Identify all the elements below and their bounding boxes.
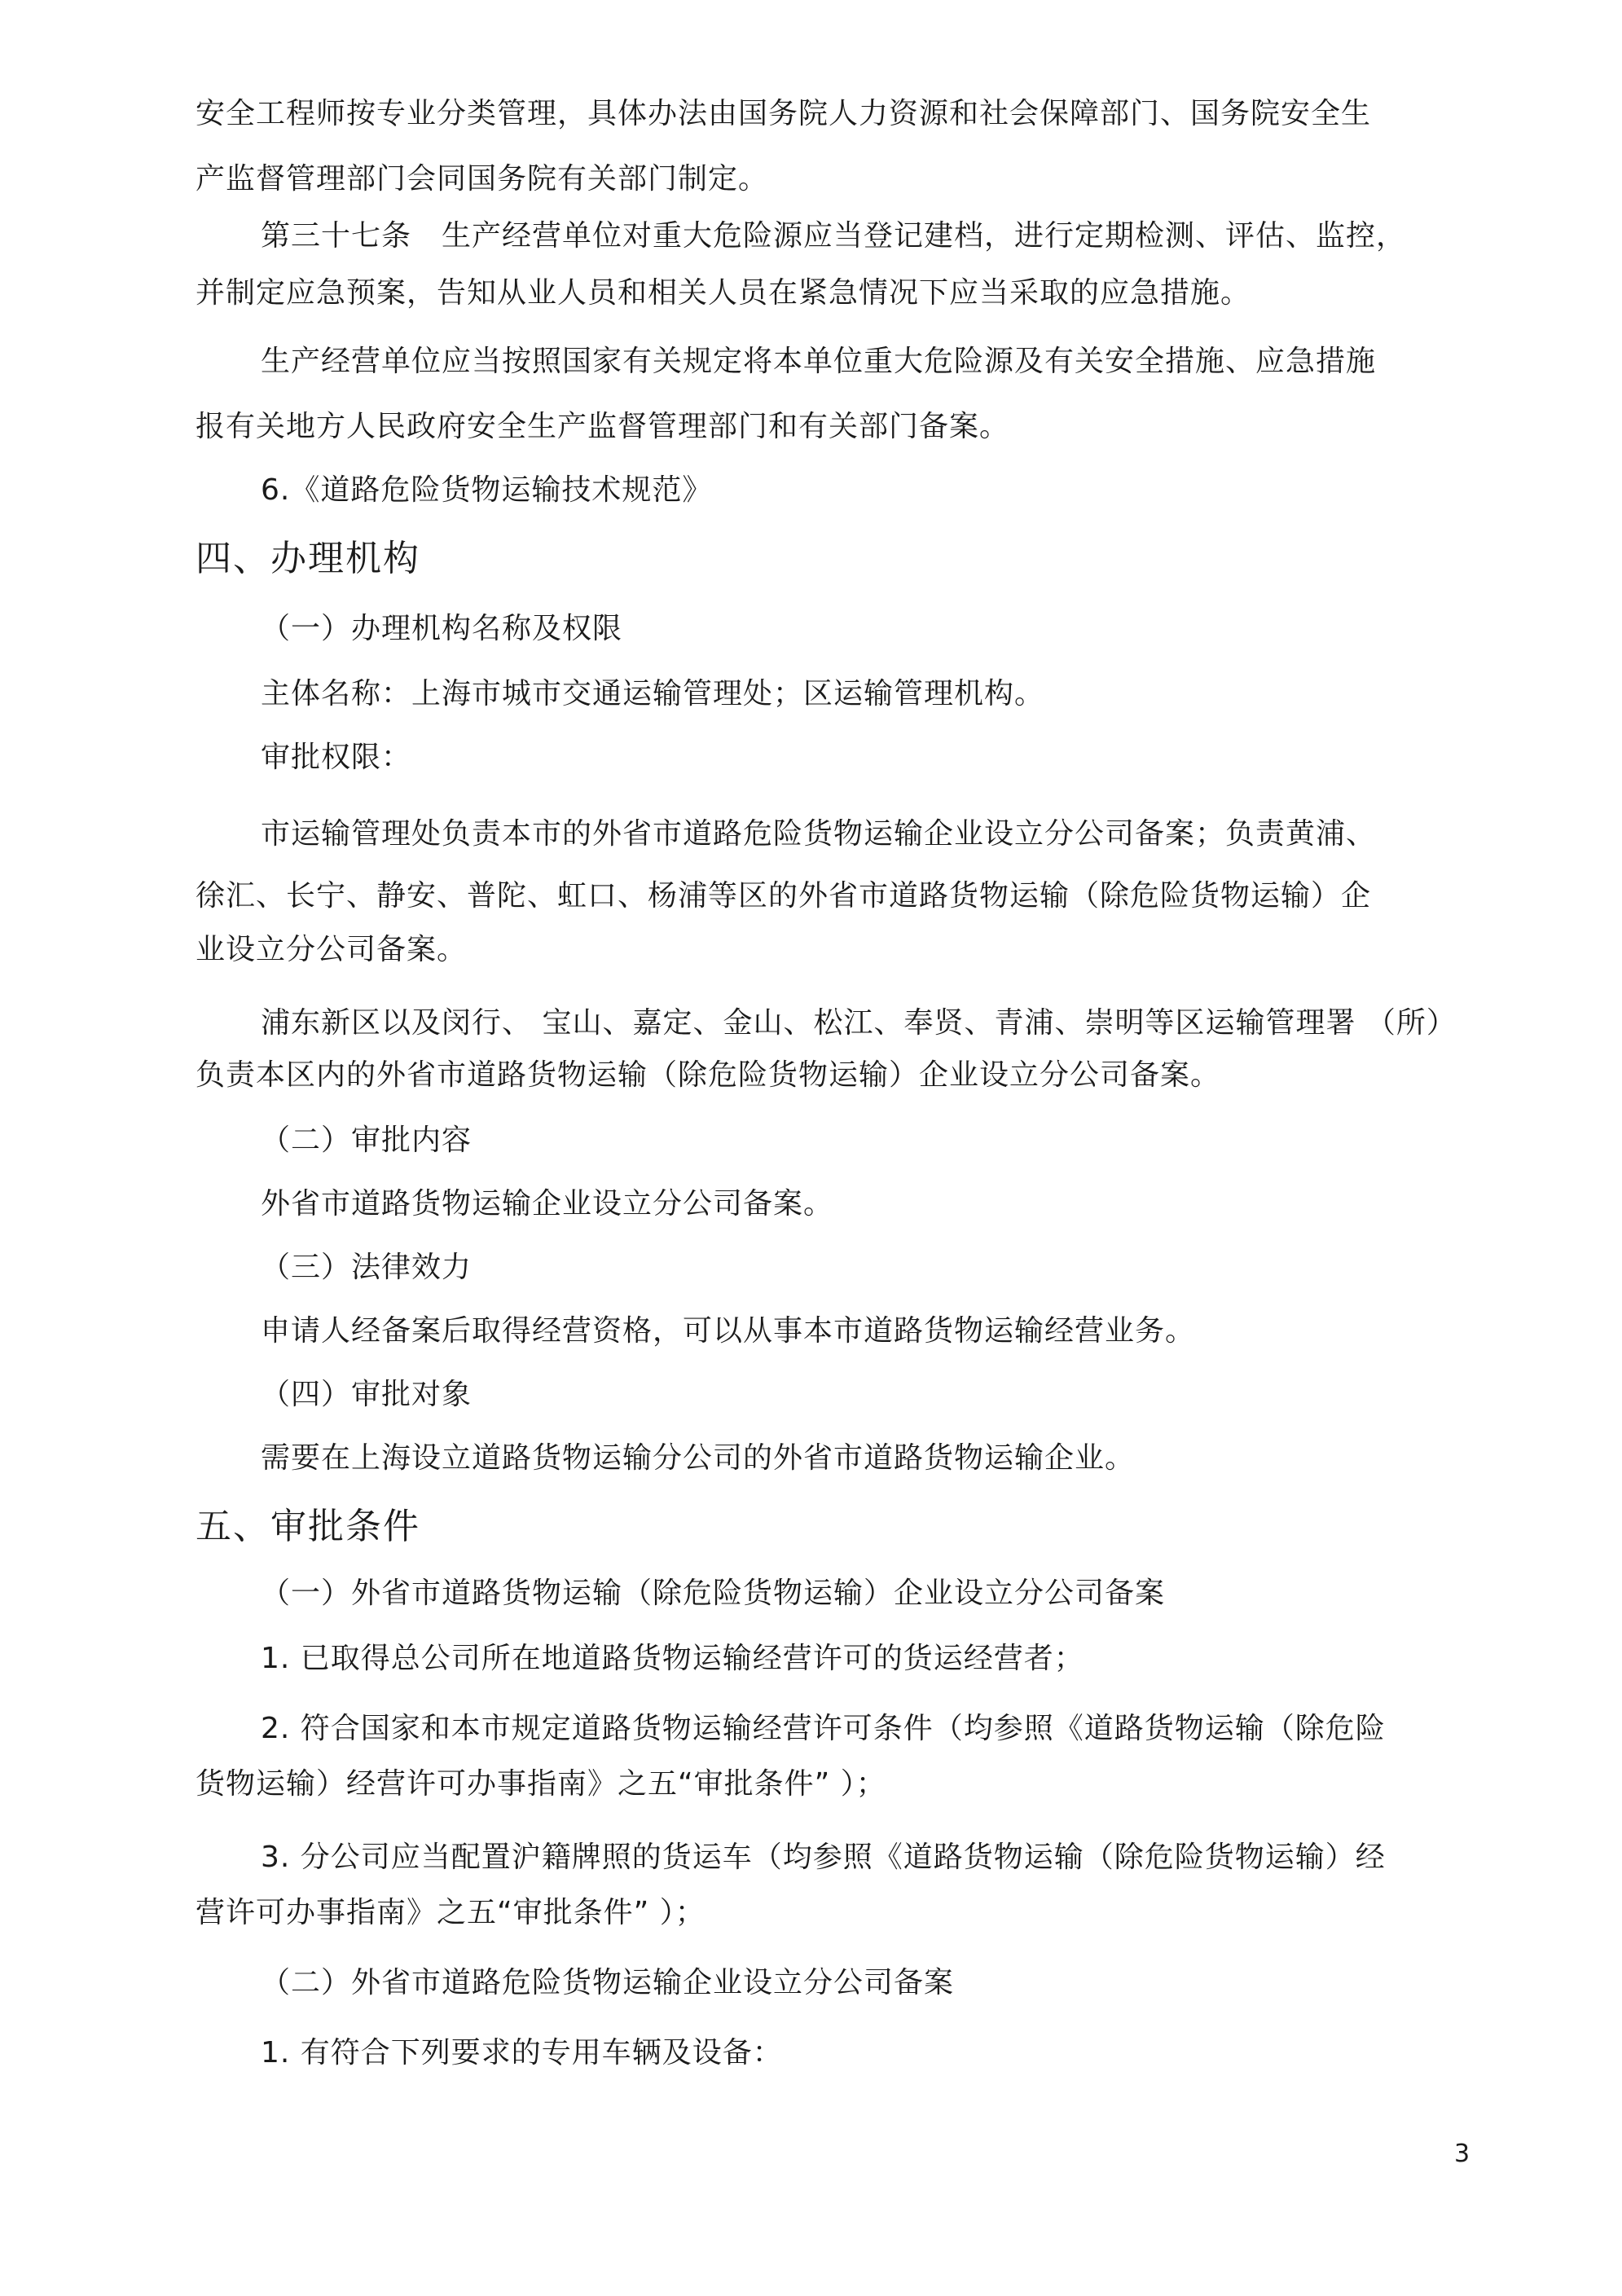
list-item: 3. 分公司应当配置沪籍牌照的货运车（均参照《道路货物运输（除危险货物运输）经 bbox=[261, 1841, 1386, 1874]
article-37-text: 第三十七条 生产经营单位对重大危险源应当登记建档，进行定期检测、评估、监控， bbox=[261, 219, 1407, 253]
section-heading-5: 五、审批条件 bbox=[196, 1506, 420, 1547]
list-item: 1. 有符合下列要求的专用车辆及设备： bbox=[261, 2036, 783, 2069]
subsection-heading: （二）审批内容 bbox=[261, 1124, 473, 1157]
text-line: 安全工程师按专业分类管理，具体办法由国务院人力资源和社会保障部门、国务院安全生 bbox=[196, 97, 1372, 130]
list-item: 2. 符合国家和本市规定道路货物运输经营许可条件（均参照《道路货物运输（除危险 bbox=[261, 1712, 1386, 1745]
text-line: 营许可办事指南》之五“审批条件” ）； bbox=[196, 1896, 706, 1929]
reference-item: 6.《道路危险货物运输技术规范》 bbox=[261, 473, 713, 507]
subsection-heading: （三）法律效力 bbox=[261, 1251, 473, 1284]
text-line: 浦东新区以及闵行、 宝山、嘉定、金山、松江、奉贤、青浦、崇明等区运输管理署 （所） bbox=[261, 1006, 1457, 1040]
text-line: 申请人经备案后取得经营资格，可以从事本市道路货物运输经营业务。 bbox=[261, 1314, 1196, 1348]
text-line: 生产经营单位应当按照国家有关规定将本单位重大危险源及有关安全措施、应急措施 bbox=[261, 345, 1377, 378]
subsection-heading: （一）办理机构名称及权限 bbox=[261, 612, 623, 645]
text-line: 市运输管理处负责本市的外省市道路危险货物运输企业设立分公司备案；负责黄浦、 bbox=[261, 817, 1377, 851]
text-line: 主体名称：上海市城市交通运输管理处；区运输管理机构。 bbox=[261, 677, 1045, 710]
text-line: 并制定应急预案，告知从业人员和相关人员在紧急情况下应当采取的应急措施。 bbox=[196, 276, 1251, 310]
subsection-heading: （二）外省市道路危险货物运输企业设立分公司备案 bbox=[261, 1966, 955, 1999]
text-line: 审批权限： bbox=[261, 741, 412, 774]
page-number: 3 bbox=[1454, 2140, 1470, 2168]
text-line: 需要在上海设立道路货物运输分公司的外省市道路货物运输企业。 bbox=[261, 1441, 1136, 1475]
list-item: 1. 已取得总公司所在地道路货物运输经营许可的货运经营者； bbox=[261, 1642, 1084, 1675]
text-line: 业设立分公司备案。 bbox=[196, 933, 468, 966]
text-line: 负责本区内的外省市道路货物运输（除危险货物运输）企业设立分公司备案。 bbox=[196, 1058, 1221, 1092]
text-line: 货物运输）经营许可办事指南》之五“审批条件” ）； bbox=[196, 1767, 886, 1801]
text-line: 外省市道路货物运输企业设立分公司备案。 bbox=[261, 1187, 834, 1221]
section-heading-4: 四、办理机构 bbox=[196, 538, 420, 579]
subsection-heading: （四）审批对象 bbox=[261, 1378, 473, 1411]
subsection-heading: （一）外省市道路货物运输（除危险货物运输）企业设立分公司备案 bbox=[261, 1577, 1166, 1610]
text-line: 报有关地方人民政府安全生产监督管理部门和有关部门备案。 bbox=[196, 410, 1010, 443]
text-line: 产监督管理部门会同国务院有关部门制定。 bbox=[196, 162, 769, 196]
text-line: 徐汇、长宁、静安、普陀、虹口、杨浦等区的外省市道路货物运输（除危险货物运输）企 bbox=[196, 879, 1372, 913]
